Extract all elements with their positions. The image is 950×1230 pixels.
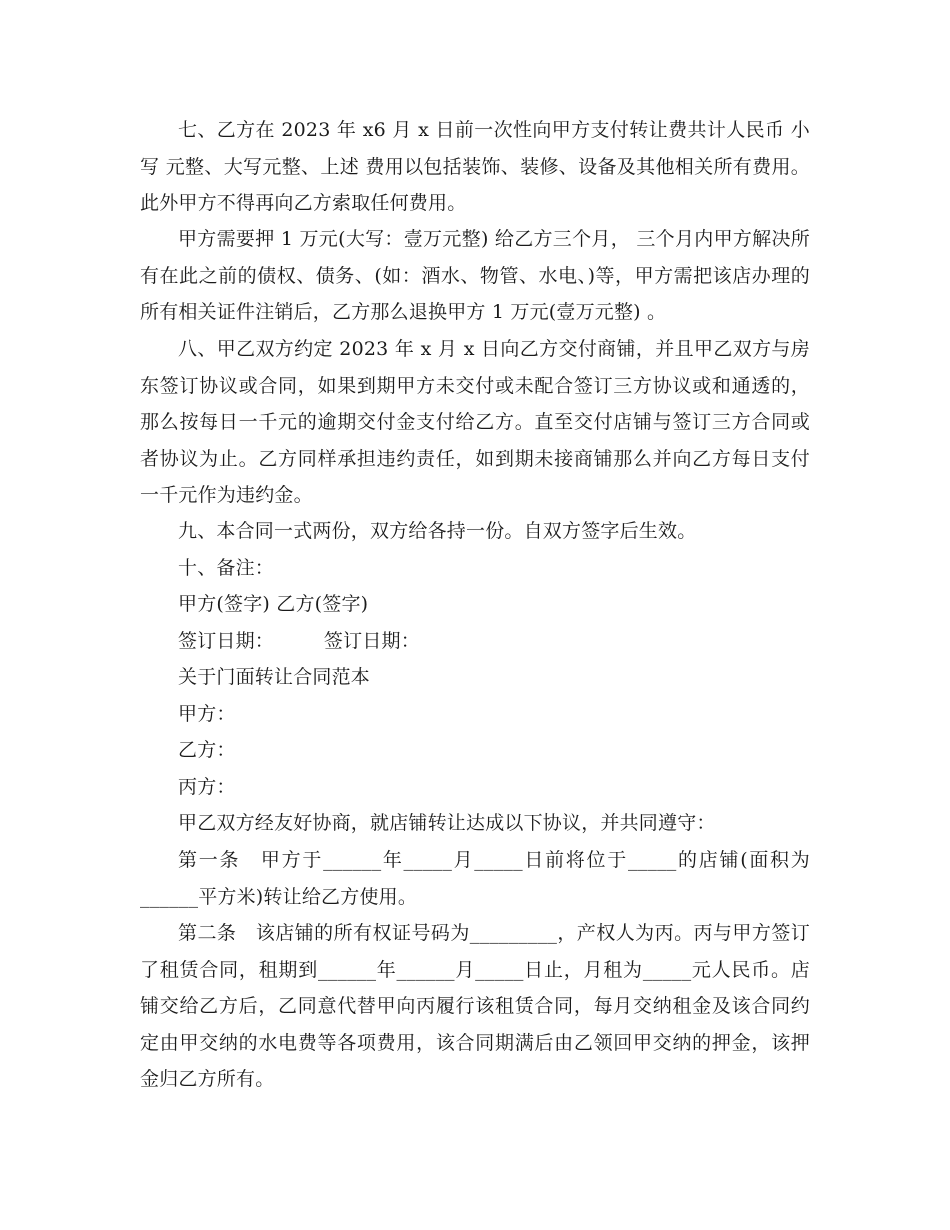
signature-line: 甲方(签字) 乙方(签字): [178, 593, 369, 615]
clause-9-paragraph: 九、本合同一式两份，双方给各持一份。自双方签字后生效。: [178, 520, 697, 542]
party-c-line: 丙方：: [178, 776, 236, 798]
party-a-line: 甲方：: [178, 703, 236, 725]
clause-7-paragraph: 七、乙方在 2023 年 x6 月 x 日前一次性向甲方支付转让费共计人民币 小写 元整、大写元整、上述 费用以包括装饰、装修、设备及其他相关所有费用。此外甲方不得再向乙方索取任何费用。: [140, 119, 810, 214]
article-2-paragraph: 第二条 该店铺的所有权证号码为_________，产权人为丙。丙与甲方签订了租赁合同，租期到______年______月_____日止，月租为_____元人民币。店铺交给乙方后，乙同意代替甲向丙履行该租赁合同，每月交纳租金及该合同约定由甲交纳的水电费等各项费用，该合同期满后由乙领回甲交纳的押金，该押金归乙方所有。: [140, 922, 810, 1090]
signing-date-line: 签订日期： 签订日期：: [178, 630, 420, 652]
clause-10-remarks: 十、备注：: [178, 557, 275, 579]
article-1-paragraph: 第一条 甲方于______年_____月_____日前将位于_____的店铺(面积为______平方米)转让给乙方使用。: [140, 849, 810, 908]
party-b-line: 乙方：: [178, 739, 236, 761]
clause-8-paragraph: 八、甲乙双方约定 2023 年 x 月 x 日向乙方交付商铺，并且甲乙双方与房东签订协议或合同，如果到期甲方未交付或未配合签订三方协议或和通透的，那么按每日一千元的逾期交付金支付给乙方。直至交付店铺与签订三方合同或者协议为止。乙方同样承担违约责任，如到期未接商铺那么并向乙方每日支付一千元作为违约金。: [140, 338, 810, 506]
agreement-intro: 甲乙双方经友好协商，就店铺转让达成以下协议，并共同遵守：: [178, 812, 716, 834]
deposit-paragraph: 甲方需要押 1 万元(大写：壹万元整) 给乙方三个月， 三个月内甲方解决所有在此之前的债权、债务、(如：酒水、物管、水电、)等，甲方需把该店办理的所有相关证件注销后，乙方那么退换甲方 1 万元(壹万元整) 。: [140, 228, 810, 323]
second-contract-title: 关于门面转让合同范本: [178, 666, 371, 688]
